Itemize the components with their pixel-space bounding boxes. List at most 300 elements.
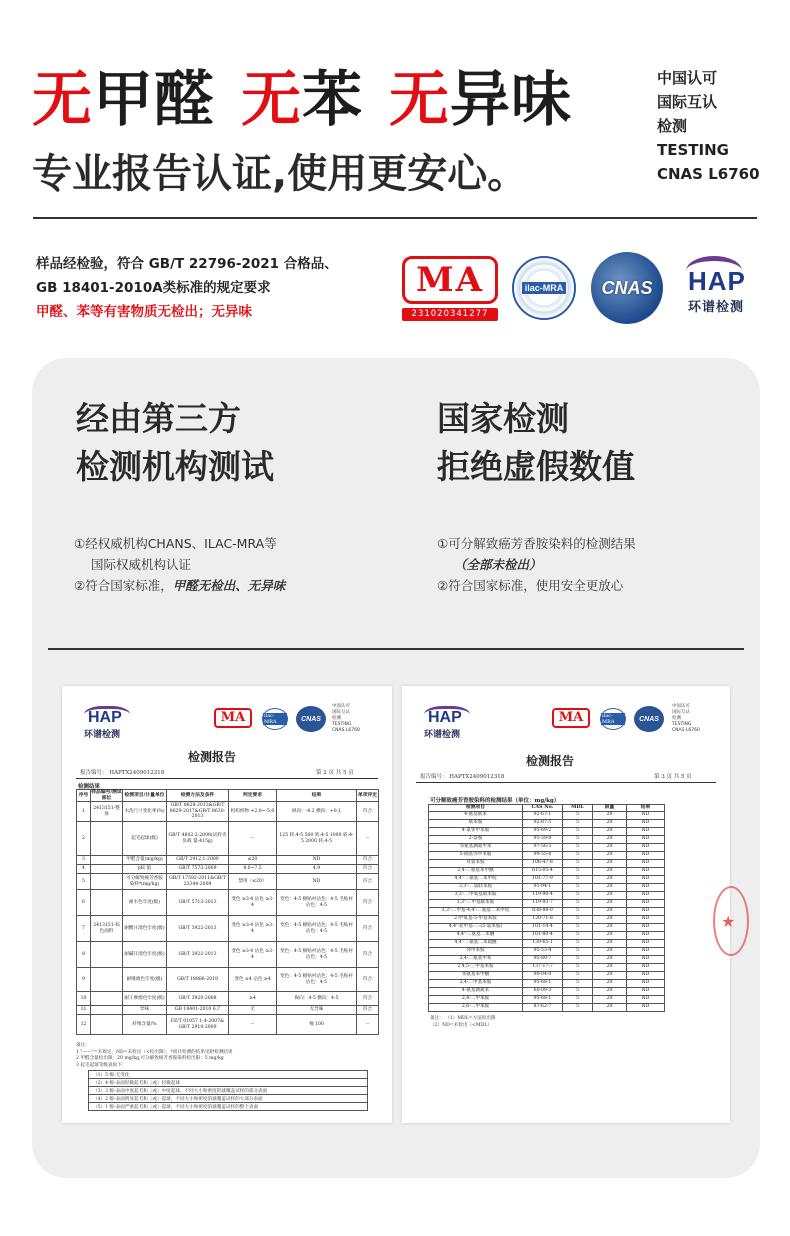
- table-header-cell: 检测项目/计量单位: [123, 790, 167, 802]
- ma-logo: [402, 256, 498, 328]
- table-cell: 838-88-0: [523, 907, 563, 915]
- table-row: [429, 963, 665, 971]
- mid-divider: [48, 648, 744, 650]
- table-cell: 邻氨基偶氮甲苯: [429, 843, 523, 851]
- table-cell: 变色：4-5 棉贴衬沾色：4-5 毛贴衬沾色：4-5: [277, 942, 357, 968]
- table-row: [77, 1006, 379, 1015]
- table-header-cell: MDL: [563, 805, 593, 812]
- table-cell: 4-氯邻甲苯胺: [429, 827, 523, 835]
- table-cell: 101-80-4: [523, 931, 563, 939]
- report-section: 可分解致癌芳香胺染料的检测结果（单位：mg/kg）: [430, 798, 560, 804]
- table-cell: ND: [627, 811, 665, 819]
- table-cell: ND: [627, 819, 665, 827]
- table-cell: 20: [593, 827, 627, 835]
- table-cell: 101-14-4: [523, 923, 563, 931]
- table-cell: 20: [593, 811, 627, 819]
- table-cell: 5: [563, 947, 593, 955]
- cnas-text: CNAS: [601, 277, 653, 298]
- table-cell: 变色 ≥3-4 沾色 ≥3-4: [229, 890, 277, 916]
- table-cell: ≥4: [229, 992, 277, 1006]
- table-row: [77, 1015, 379, 1035]
- table-row: [429, 987, 665, 995]
- table-row: [77, 890, 379, 916]
- table-cell: 4.9: [277, 865, 357, 874]
- panel-heading-third-party: [76, 395, 274, 491]
- table-cell: 20: [593, 979, 627, 987]
- report-ilac-logo: [262, 708, 288, 730]
- table-row: [429, 979, 665, 987]
- report-cert-line: 国际互认: [332, 710, 350, 715]
- table-cell: ND: [627, 971, 665, 979]
- table-cell: 20: [593, 987, 627, 995]
- table-cell: ND: [627, 859, 665, 867]
- table-cell: 20: [593, 899, 627, 907]
- table-header-cell: 样品编号/测试部位: [91, 789, 122, 801]
- table-cell: 变色 ≥3-4 沾色 ≥3-4: [229, 942, 277, 968]
- table-cell: 20: [593, 947, 627, 955]
- table-row: [77, 802, 379, 822]
- table-cell: ND: [627, 907, 665, 915]
- table-cell: 20: [593, 995, 627, 1003]
- table-row: [429, 907, 665, 915]
- table-cell: 5: [77, 874, 91, 890]
- table-cell: 5: [563, 843, 593, 851]
- table-cell: 2413151-棕色面料: [91, 916, 123, 942]
- table-cell: 20: [593, 931, 627, 939]
- report-notes: [430, 1016, 496, 1029]
- report-cnas-logo: CNAS: [634, 706, 664, 732]
- table-cell: 可分解致癌芳香胺染料*(mg/kg): [123, 874, 167, 890]
- table-cell: 联苯胺: [429, 819, 523, 827]
- headline-subtitle: 专业报告认证,使用更安心。: [32, 151, 528, 197]
- table-cell: ND: [627, 979, 665, 987]
- table-cell: 邻氨基苯甲醚: [429, 971, 523, 979]
- report-ma-logo: MA: [552, 708, 590, 728]
- table-cell: 1: [77, 802, 91, 822]
- table-cell: 2-甲氧基-5-甲基苯胺: [429, 915, 523, 923]
- report-cert-side: [332, 704, 360, 734]
- table-header-cell: 单项评定: [357, 790, 379, 802]
- table-cell: 20: [593, 819, 627, 827]
- report-cert-line: TESTING: [332, 722, 352, 727]
- table-row: [429, 939, 665, 947]
- table-cell: 5: [563, 971, 593, 979]
- table-cell: 2: [77, 822, 91, 856]
- table-cell: 139-65-1: [523, 939, 563, 947]
- table-cell: 4,4'-二氨基二苯硫醚: [429, 939, 523, 947]
- table-cell: 变色：4-5 棉贴衬沾色：4-5 毛贴衬沾色：4-5: [277, 890, 357, 916]
- report-section: 检测结果: [78, 784, 101, 790]
- grade-row: （4）2 级-表面明显起毛和（或）起球，不同大小和密度的球覆盖试样的大部分表面: [89, 1095, 368, 1103]
- table-header-cell: CAS No.: [523, 805, 563, 812]
- table-cell: 2,4-二甲苯胺: [429, 995, 523, 1003]
- table-cell: GB/T 7573-2009: [167, 865, 229, 874]
- report-number: 报告编号： HAPTX2409012318: [420, 774, 505, 780]
- report-cert-side: [672, 704, 700, 734]
- report-rule: [416, 782, 716, 783]
- cert-line: 检测: [657, 117, 688, 135]
- cert-line: 国际互认: [657, 93, 718, 111]
- report-cert-line: CNAS L6760: [672, 728, 700, 733]
- report-cert-line: CNAS L6760: [332, 728, 360, 733]
- bullet-1: ①经权威机构CHANS、ILAC-MRA等: [74, 536, 277, 551]
- table-cell: 2,6-二甲苯胺: [429, 1003, 523, 1011]
- table-header-cell: 结果: [277, 790, 357, 802]
- table-cell: 水洗尺寸变化率(%): [123, 802, 167, 822]
- table-row: [429, 875, 665, 883]
- report-title: 检测报告: [526, 754, 575, 768]
- table-cell: 7: [77, 916, 91, 942]
- report-notes: [76, 1043, 232, 1069]
- table-row: [77, 968, 379, 992]
- table-cell: 97-56-3: [523, 843, 563, 851]
- hap-logo: [680, 256, 752, 324]
- table-cell: 20: [593, 971, 627, 979]
- table-cell: ND: [627, 947, 665, 955]
- report-page: 第 2 页 共 5 页: [316, 770, 354, 776]
- table-cell: 无: [229, 1006, 277, 1015]
- table-cell: 2,4-二氨基甲苯: [429, 955, 523, 963]
- top-divider: [33, 217, 757, 219]
- table-cell: ND: [277, 856, 357, 865]
- table-cell: 符合: [357, 865, 379, 874]
- table-cell: 6: [77, 890, 91, 916]
- report-number: 报告编号： HAPTX2409012318: [80, 770, 165, 776]
- table-header-cell: 限量: [593, 805, 627, 812]
- table-cell: 101-77-9: [523, 875, 563, 883]
- table-row: [429, 883, 665, 891]
- table-cell: [91, 822, 123, 856]
- table-row: [77, 856, 379, 865]
- bullet-1: ①可分解致癌芳香胺染料的检测结果: [437, 536, 636, 551]
- table-cell: [91, 968, 123, 992]
- table-row: [429, 923, 665, 931]
- table-cell: 5: [563, 835, 593, 843]
- table-cell: ND: [627, 883, 665, 891]
- table-cell: [91, 1006, 123, 1015]
- note-line: 备注：: [76, 1043, 90, 1048]
- sample-line-2: GB 18401-2010A类标准的规定要求: [36, 280, 271, 296]
- sample-statement: [36, 252, 338, 324]
- table-cell: 20: [593, 915, 627, 923]
- table-cell: 5: [563, 867, 593, 875]
- table-cell: 5: [563, 819, 593, 827]
- table-cell: GB/T 5713-2013: [167, 890, 229, 916]
- amine-results-table: [428, 804, 665, 1012]
- ma-logo-mark: MA: [402, 256, 498, 304]
- table-cell: 3,3'-二甲氧基联苯胺: [429, 891, 523, 899]
- table-cell: GB/T 4802.2-2008(试样夹负载 量:415g): [167, 822, 229, 856]
- table-cell: ND: [627, 835, 665, 843]
- table-row: [77, 874, 379, 890]
- table-row: [429, 955, 665, 963]
- table-cell: ND: [627, 899, 665, 907]
- table-cell: 5: [563, 883, 593, 891]
- table-cell: 99-55-8: [523, 851, 563, 859]
- table-header-cell: 检测项目: [429, 805, 523, 812]
- table-cell: ND: [277, 874, 357, 890]
- table-cell: 5: [563, 851, 593, 859]
- report-cert-line: 中国认可: [332, 704, 350, 709]
- panel-heading-line: 拒绝虚假数值: [437, 447, 635, 486]
- report-page: 第 3 页 共 5 页: [654, 774, 692, 780]
- note-line: 3 起毛起球等级表如下：: [76, 1062, 127, 1068]
- table-cell: 8: [77, 942, 91, 968]
- report-title: 检测报告: [188, 750, 237, 764]
- table-cell: 11: [77, 1006, 91, 1015]
- table-cell: 5: [563, 995, 593, 1003]
- table-cell: 137-17-7: [523, 963, 563, 971]
- results-table: [76, 789, 379, 1035]
- table-row: [77, 822, 379, 856]
- table-cell: 3: [77, 856, 91, 865]
- ilac-mra-logo: [512, 256, 576, 320]
- table-cell: 异味: [123, 1006, 167, 1015]
- report-hap-text: HAP: [84, 706, 130, 727]
- table-cell: GB/T 3920-2008: [167, 992, 229, 1006]
- report-ma-logo: MA: [214, 708, 252, 728]
- table-cell: [91, 874, 123, 890]
- table-cell: 20: [593, 859, 627, 867]
- table-cell: [91, 865, 123, 874]
- table-header-cell: 结果: [627, 805, 665, 812]
- grade-row: （5）1 级-表面严重起毛和（或）起球，不同大小和密度的球覆盖试样的整个表面: [89, 1103, 368, 1111]
- table-cell: 5: [563, 979, 593, 987]
- table-cell: 120-71-8: [523, 915, 563, 923]
- table-cell: 87-62-7: [523, 1003, 563, 1011]
- table-cell: FZ/T 01057.1-4-2007& GB/T 2910-2009: [167, 1015, 229, 1035]
- table-cell: 90-04-0: [523, 971, 563, 979]
- table-cell: 耐唾液色牢度(级): [123, 968, 167, 992]
- table-cell: 20: [593, 875, 627, 883]
- table-cell: 纵向：-4.2 横向：+0.1: [277, 802, 357, 822]
- table-cell: 2413151-整体: [91, 802, 123, 822]
- bullet-2-emphasis: 甲醛无检出、无异味: [172, 578, 286, 593]
- table-cell: 20: [593, 891, 627, 899]
- claim-no-odor: 异味: [450, 65, 572, 135]
- table-cell: 3,3'-二甲基-4,4'-二氨基二苯甲烷: [429, 907, 523, 915]
- panel-heading-national: [437, 395, 635, 491]
- report-ilac-logo: [600, 708, 626, 730]
- table-cell: 5: [563, 907, 593, 915]
- test-report-page-3: [402, 686, 736, 1123]
- table-row: [429, 891, 665, 899]
- report-ilac-text: ilac-MRA: [601, 713, 625, 725]
- hap-logo-cn: 环谱检测: [687, 300, 744, 315]
- table-row: [429, 915, 665, 923]
- table-cell: 3,3'-二甲基联苯胺: [429, 899, 523, 907]
- table-row: [429, 827, 665, 835]
- table-cell: 5: [563, 923, 593, 931]
- table-cell: 符合: [357, 942, 379, 968]
- bullet-1-emphasis: （全部未检出）: [454, 557, 542, 572]
- table-cell: ≤20: [229, 856, 277, 865]
- table-cell: 变色：4-5 棉贴衬沾色：4-5 毛贴衬沾色：4-5: [277, 968, 357, 992]
- table-cell: 棉 100: [277, 1015, 357, 1035]
- table-cell: 4,4'-二氨基二苯甲烷: [429, 875, 523, 883]
- table-row: [429, 859, 665, 867]
- panel-bullets-left: [74, 533, 285, 596]
- table-cell: GB/T 18886-2019: [167, 968, 229, 992]
- table-cell: 耐干摩擦色牢度(级): [123, 992, 167, 1006]
- table-cell: 20: [593, 923, 627, 931]
- table-cell: 4: [77, 865, 91, 874]
- grade-row: （3）3 级-表面中度起毛和（或）中度起球，不同大小和密度的球覆盖试样的部分表面: [89, 1087, 368, 1095]
- report-rule: [76, 778, 378, 779]
- table-cell: ND: [627, 851, 665, 859]
- table-cell: ND: [627, 963, 665, 971]
- table-cell: 符合: [357, 1006, 379, 1015]
- certification-sidebar: [657, 66, 760, 186]
- table-cell: 5: [563, 915, 593, 923]
- note-line: 2 甲醛含量检出限：20 mg/kg,可分解致癌芳香胺染料检出限：5 mg/kg: [76, 1056, 224, 1061]
- table-cell: --: [229, 822, 277, 856]
- table-cell: 20: [593, 955, 627, 963]
- table-cell: 变色：4-5 棉贴衬沾色：4-5 毛贴衬沾色：4-5: [277, 916, 357, 942]
- claim-no-formaldehyde: 甲醛: [93, 65, 215, 135]
- table-cell: ND: [627, 827, 665, 835]
- table-cell: 91-59-8: [523, 835, 563, 843]
- table-cell: 禁用（≤20）: [229, 874, 277, 890]
- panel-bullets-right: [437, 533, 636, 596]
- table-cell: 10: [77, 992, 91, 1006]
- table-cell: 5: [563, 899, 593, 907]
- table-cell: ND: [627, 843, 665, 851]
- report-cert-line: TESTING: [672, 722, 692, 727]
- headline: [32, 52, 572, 138]
- table-cell: 符合: [357, 802, 379, 822]
- table-cell: 95-68-1: [523, 979, 563, 987]
- report-ilac-text: ilac-MRA: [263, 713, 287, 725]
- sample-line-3: 甲醛、苯等有害物质无检出；无异味: [36, 304, 252, 320]
- table-cell: [91, 942, 123, 968]
- table-cell: 615-05-4: [523, 867, 563, 875]
- table-cell: 4-氨基偶氮苯: [429, 987, 523, 995]
- table-header-cell: 序号: [77, 790, 91, 802]
- claim-no-formaldehyde-prefix: 无: [32, 65, 93, 135]
- table-cell: 20: [593, 1003, 627, 1011]
- table-row: [429, 851, 665, 859]
- table-cell: 耐碱汗渍色牢度(级): [123, 942, 167, 968]
- table-cell: 无异味: [277, 1006, 357, 1015]
- ma-logo-number: 231020341277: [402, 308, 498, 321]
- table-cell: 9: [77, 968, 91, 992]
- table-row: [77, 865, 379, 874]
- table-cell: 5: [563, 811, 593, 819]
- report-cert-line: 国际互认: [672, 710, 690, 715]
- table-cell: ND: [627, 1003, 665, 1011]
- table-cell: 耐酸汗渍色牢度(级): [123, 916, 167, 942]
- table-row: [429, 843, 665, 851]
- table-cell: ND: [627, 891, 665, 899]
- table-cell: ND: [627, 939, 665, 947]
- table-cell: ND: [627, 995, 665, 1003]
- table-row: [77, 916, 379, 942]
- claim-no-benzene-prefix: 无: [241, 65, 302, 135]
- table-cell: [91, 856, 123, 865]
- hap-logo-text: HAP: [688, 266, 746, 296]
- report-hap-cn: 环谱检测: [84, 730, 121, 740]
- table-cell: 符合: [357, 916, 379, 942]
- table-cell: 邻甲苯胺: [429, 947, 523, 955]
- table-cell: 5: [563, 859, 593, 867]
- table-row: [429, 867, 665, 875]
- table-cell: 符合: [357, 856, 379, 865]
- table-cell: 106-47-8: [523, 859, 563, 867]
- table-cell: [91, 992, 123, 1006]
- table-cell: 20: [593, 851, 627, 859]
- cert-line: TESTING: [657, 141, 729, 159]
- table-cell: 2,4-二氨基苯甲醚: [429, 867, 523, 875]
- table-cell: 符合: [357, 968, 379, 992]
- table-cell: 12: [77, 1015, 91, 1035]
- table-cell: ND: [627, 931, 665, 939]
- table-cell: 5: [563, 827, 593, 835]
- table-cell: 95-68-1: [523, 995, 563, 1003]
- table-cell: 20: [593, 883, 627, 891]
- table-cell: 5: [563, 875, 593, 883]
- table-cell: 2,4,5-三甲基苯胺: [429, 963, 523, 971]
- table-row: [429, 931, 665, 939]
- table-cell: 5: [563, 939, 593, 947]
- table-cell: 符合: [357, 874, 379, 890]
- cert-line: 中国认可: [657, 69, 718, 87]
- table-cell: --: [229, 1015, 277, 1035]
- pilling-grade-table: [88, 1070, 368, 1111]
- table-row: [429, 995, 665, 1003]
- table-cell: 92-87-5: [523, 819, 563, 827]
- report-hap-text: HAP: [424, 706, 470, 727]
- table-cell: 20: [593, 843, 627, 851]
- table-cell: 符合: [357, 992, 379, 1006]
- table-cell: 20: [593, 835, 627, 843]
- table-cell: 纵向：4-5 横向：4-5: [277, 992, 357, 1006]
- table-cell: 4-氨基联苯: [429, 811, 523, 819]
- table-cell: 95-69-2: [523, 827, 563, 835]
- claim-no-odor-prefix: 无: [389, 65, 450, 135]
- test-report-page-2: [62, 686, 392, 1123]
- table-row: [77, 942, 379, 968]
- cnas-logo: [591, 252, 663, 324]
- table-cell: 变色 ≥4 沾色 ≥4: [229, 968, 277, 992]
- table-cell: 95-80-7: [523, 955, 563, 963]
- table-cell: ND: [627, 955, 665, 963]
- table-cell: ND: [627, 867, 665, 875]
- table-cell: 5: [563, 987, 593, 995]
- report-hap-cn: 环谱检测: [424, 730, 461, 740]
- table-cell: 4.0~7.5: [229, 865, 277, 874]
- table-header-cell: 检测方法及条件: [167, 790, 229, 802]
- report-hap-logo: [84, 706, 130, 740]
- table-cell: 起毛起球(级): [123, 822, 167, 856]
- table-row: [429, 811, 665, 819]
- red-seal-stamp: ★: [713, 886, 749, 956]
- table-cell: 耐水色牢度(级): [123, 890, 167, 916]
- table-cell: GB 18401-2010 6.7: [167, 1006, 229, 1015]
- cert-line: CNAS L6760: [657, 165, 760, 183]
- table-row: [429, 947, 665, 955]
- table-cell: 60-09-3: [523, 987, 563, 995]
- table-cell: [91, 1015, 123, 1035]
- table-cell: 119-90-4: [523, 891, 563, 899]
- note-line: 1 "——"=未规定，ND=未检出（<检出限），*项目检测的结果见附检测结果: [76, 1049, 233, 1055]
- report-cnas-logo: CNAS: [296, 706, 326, 732]
- table-cell: 变色 ≥3-4 沾色 ≥3-4: [229, 916, 277, 942]
- grade-row: （1）5 级-无变化: [89, 1071, 368, 1079]
- bullet-1-cont: [437, 554, 636, 575]
- table-cell: 符合: [357, 890, 379, 916]
- table-cell: 5: [563, 891, 593, 899]
